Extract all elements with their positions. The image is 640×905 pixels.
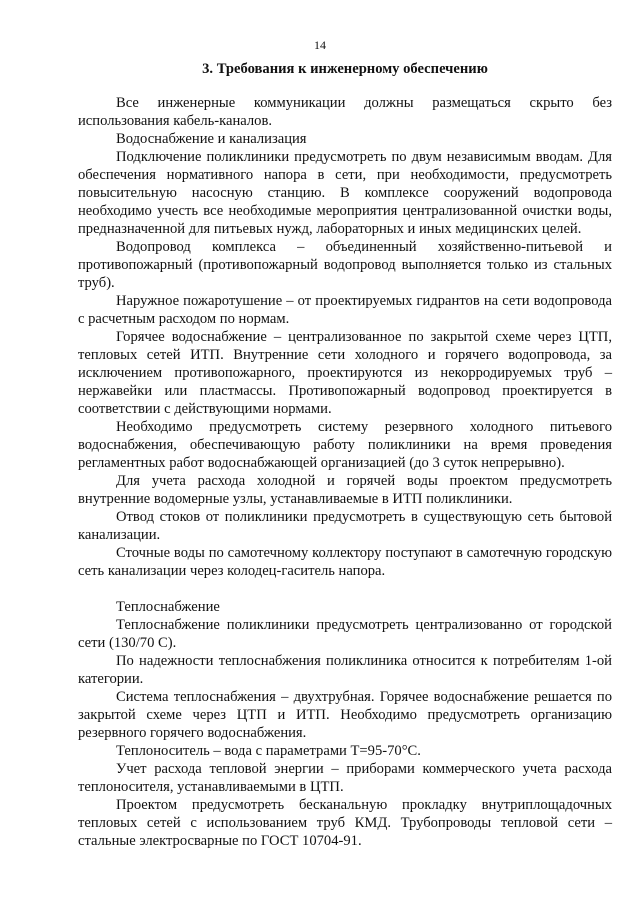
paragraph-connection: Подключение поликлиники предусмотреть по двум независимым вводам. Для обеспечения нормативного напора в сети, при необходимости, предусмотреть повысительную насосную станцию. В комплексе сооружений водопровода необходимо учесть все необходимые мероприятия централизованной очистки воды, предназначенной для питьевых нужд, лабораторных и иных медицинских целей. <box>78 149 612 237</box>
paragraph-reserve-water: Необходимо предусмотреть систему резервного холодного питьевого водоснабжения, обеспечивающую работу поликлиники на время проведения регламентных работ водоснабжающей организацией (до 3 суток непрерывно). <box>78 419 612 471</box>
paragraph-hidden-communications: Все инженерные коммуникации должны размещаться скрыто без использования кабель-каналов. <box>78 95 612 129</box>
paragraph-heat-carrier: Теплоноситель – вода с параметрами Т=95-70°С. <box>116 743 421 759</box>
paragraph-hot-water: Горячее водоснабжение – централизованное по закрытой схеме через ЦТП, тепловых сетей ИТП. Внутренние сети холодного и горячего водопровода, за исключением противопожарного, проектируются из некорродируемых труб – нержавейки или пластмассы. Противопожарный водопровод проектируется в соответствии с действующими нормами. <box>78 329 612 417</box>
paragraph-wastewater: Сточные воды по самотечному коллектору поступают в самотечную городскую сеть канализации через колодец-гаситель напора. <box>78 545 612 579</box>
paragraph-heat-network: Проектом предусмотреть бесканальную прокладку внутриплощадочных тепловых сетей с использованием труб КМД. Трубопроводы тепловой сети – стальные электросварные по ГОСТ 10704-91. <box>78 797 612 849</box>
paragraph-heat-system: Система теплоснабжения – двухтрубная. Горячее водоснабжение решается по закрытой схеме через ЦТП и ИТП. Необходимо предусмотреть организацию резервного горячего водоснабжения. <box>78 689 612 741</box>
section-title: 3. Требования к инженерному обеспечению <box>202 61 488 77</box>
paragraph-reliability: По надежности теплоснабжения поликлиника относится к потребителям 1-ой категории. <box>78 653 612 687</box>
document-body <box>78 94 612 850</box>
subheading-water-supply: Водоснабжение и канализация <box>116 131 307 147</box>
paragraph-water-pipeline: Водопровод комплекса – объединенный хозяйственно-питьевой и противопожарный (противопожарный водопровод выполняется только из стальных труб). <box>78 239 612 291</box>
paragraph-heat-source: Теплоснабжение поликлиники предусмотреть централизованно от городской сети (130/70 С). <box>78 617 612 651</box>
paragraph-sewage-outlet: Отвод стоков от поликлиники предусмотреть в существующую сеть бытовой канализации. <box>78 509 612 543</box>
subheading-heat-supply: Теплоснабжение <box>116 599 220 615</box>
paragraph-water-metering: Для учета расхода холодной и горячей воды проектом предусмотреть внутренние водомерные узлы, устанавливаемые в ИТП поликлиники. <box>78 473 612 507</box>
paragraph-fire-fighting: Наружное пожаротушение – от проектируемых гидрантов на сети водопровода с расчетным расходом по нормам. <box>78 293 612 327</box>
paragraph-heat-metering: Учет расхода тепловой энергии – приборами коммерческого учета расхода теплоносителя, устанавливаемыми в ЦТП. <box>78 761 612 795</box>
section-gap <box>78 580 612 598</box>
page-number: 14 <box>314 38 326 52</box>
